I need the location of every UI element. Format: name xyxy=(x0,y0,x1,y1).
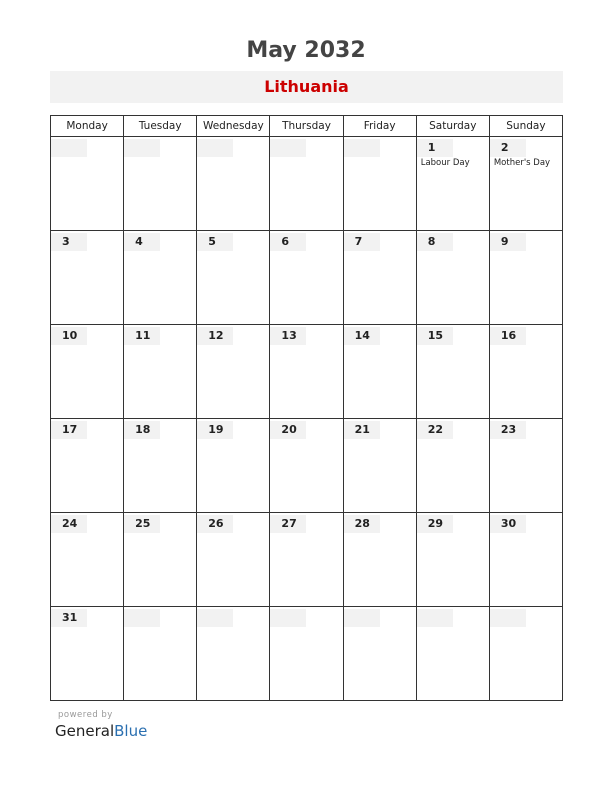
day-cell xyxy=(51,513,124,607)
day-number: 18 xyxy=(124,421,160,439)
day-cell xyxy=(51,137,124,231)
day-cell xyxy=(197,607,270,701)
week-row xyxy=(51,231,563,325)
day-cell xyxy=(51,231,124,325)
calendar-grid xyxy=(50,115,563,701)
powered-by-label: powered by xyxy=(58,710,113,720)
day-cell xyxy=(51,419,124,513)
day-cell xyxy=(489,325,562,419)
day-number xyxy=(344,139,380,157)
day-cell xyxy=(270,137,343,231)
day-cell xyxy=(51,325,124,419)
day-number xyxy=(270,139,306,157)
day-cell xyxy=(489,231,562,325)
day-cell xyxy=(124,325,197,419)
day-cell xyxy=(270,419,343,513)
day-number: 12 xyxy=(197,327,233,345)
day-number: 16 xyxy=(490,327,526,345)
day-cell xyxy=(343,607,416,701)
day-number xyxy=(417,609,453,627)
brand-name-part2: Blue xyxy=(114,722,148,740)
day-number: 21 xyxy=(344,421,380,439)
day-number: 30 xyxy=(490,515,526,533)
day-number: 26 xyxy=(197,515,233,533)
day-number: 31 xyxy=(51,609,87,627)
day-number: 9 xyxy=(490,233,526,251)
day-number: 14 xyxy=(344,327,380,345)
day-number xyxy=(270,609,306,627)
day-number: 28 xyxy=(344,515,380,533)
weekday-header: Wednesday xyxy=(197,116,270,137)
day-number: 13 xyxy=(270,327,306,345)
day-number: 10 xyxy=(51,327,87,345)
day-number: 20 xyxy=(270,421,306,439)
day-number xyxy=(197,139,233,157)
day-number: 2 xyxy=(490,139,526,157)
day-number: 19 xyxy=(197,421,233,439)
day-cell xyxy=(197,419,270,513)
weekday-header: Monday xyxy=(51,116,124,137)
day-cell xyxy=(51,607,124,701)
day-cell xyxy=(416,607,489,701)
day-number: 11 xyxy=(124,327,160,345)
weekday-header: Friday xyxy=(343,116,416,137)
day-cell xyxy=(124,419,197,513)
day-cell xyxy=(124,231,197,325)
day-cell xyxy=(416,231,489,325)
calendar-title: May 2032 xyxy=(246,38,366,63)
weekday-header-row xyxy=(51,116,563,137)
holiday-label: Labour Day xyxy=(420,158,470,168)
weekday-header: Tuesday xyxy=(124,116,197,137)
weekday-header: Thursday xyxy=(270,116,343,137)
week-row xyxy=(51,325,563,419)
day-cell xyxy=(270,607,343,701)
day-number: 23 xyxy=(490,421,526,439)
day-number: 5 xyxy=(197,233,233,251)
day-cell xyxy=(124,137,197,231)
day-number: 6 xyxy=(270,233,306,251)
weekday-header: Sunday xyxy=(489,116,562,137)
country-name: Lithuania xyxy=(264,77,349,96)
calendar-body xyxy=(51,137,563,701)
day-number: 25 xyxy=(124,515,160,533)
day-cell xyxy=(416,419,489,513)
holiday-label: Mother's Day xyxy=(493,158,551,168)
day-number: 3 xyxy=(51,233,87,251)
day-number: 29 xyxy=(417,515,453,533)
country-banner xyxy=(50,71,563,103)
day-number: 17 xyxy=(51,421,87,439)
day-cell xyxy=(124,607,197,701)
day-cell xyxy=(489,607,562,701)
day-number xyxy=(344,609,380,627)
week-row xyxy=(51,137,563,231)
week-row xyxy=(51,513,563,607)
day-cell xyxy=(416,513,489,607)
day-cell xyxy=(197,325,270,419)
day-cell xyxy=(343,513,416,607)
day-number xyxy=(124,139,160,157)
day-cell xyxy=(489,513,562,607)
week-row xyxy=(51,419,563,513)
day-number: 24 xyxy=(51,515,87,533)
brand-name-part1: General xyxy=(55,722,115,740)
day-cell xyxy=(343,325,416,419)
day-number xyxy=(197,609,233,627)
day-number: 22 xyxy=(417,421,453,439)
day-number xyxy=(51,139,87,157)
day-cell xyxy=(197,513,270,607)
day-cell xyxy=(270,513,343,607)
day-cell xyxy=(124,513,197,607)
day-number: 1 xyxy=(417,139,453,157)
day-cell xyxy=(343,419,416,513)
day-cell xyxy=(270,231,343,325)
weekday-header: Saturday xyxy=(416,116,489,137)
day-cell xyxy=(270,325,343,419)
day-number xyxy=(490,609,526,627)
day-cell xyxy=(416,137,489,231)
day-cell xyxy=(416,325,489,419)
day-cell xyxy=(343,231,416,325)
brand-logo xyxy=(55,722,147,740)
day-cell xyxy=(489,419,562,513)
day-number: 15 xyxy=(417,327,453,345)
day-cell xyxy=(197,231,270,325)
week-row xyxy=(51,607,563,701)
day-number: 8 xyxy=(417,233,453,251)
day-cell xyxy=(343,137,416,231)
day-number: 27 xyxy=(270,515,306,533)
day-number: 4 xyxy=(124,233,160,251)
day-number xyxy=(124,609,160,627)
day-number: 7 xyxy=(344,233,380,251)
day-cell xyxy=(197,137,270,231)
day-cell xyxy=(489,137,562,231)
